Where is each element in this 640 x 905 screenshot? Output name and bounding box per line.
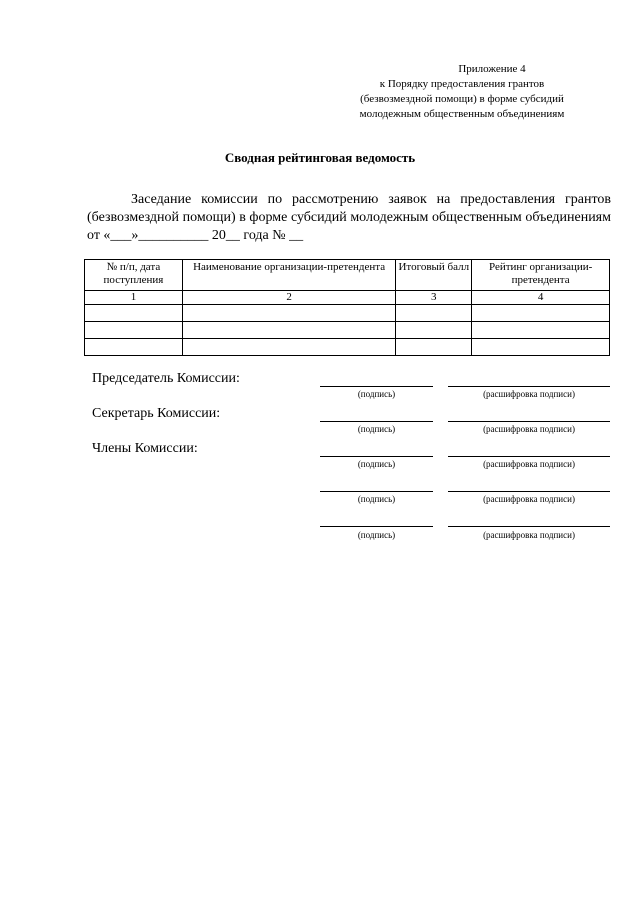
header-cell: Итоговый балл xyxy=(396,260,472,291)
signature-line xyxy=(320,386,433,387)
appendix-line: к Порядку предоставления грантов xyxy=(379,78,545,90)
table-row xyxy=(85,305,610,322)
document-title: Сводная рейтинговая ведомость xyxy=(224,150,416,165)
empty-cell xyxy=(396,322,472,339)
empty-cell xyxy=(85,305,183,322)
appendix-block xyxy=(332,62,592,122)
table-row xyxy=(85,322,610,339)
table-row xyxy=(85,339,610,356)
decode-caption: (расшифровка подписи) xyxy=(483,424,575,434)
decode-line xyxy=(448,421,610,422)
decode-line xyxy=(448,526,610,527)
appendix-line: молодежным общественным объединениям xyxy=(359,108,565,120)
empty-cell xyxy=(396,305,472,322)
header-cell: № п/п, дата поступления xyxy=(85,260,183,291)
signature-line xyxy=(320,526,433,527)
empty-cell xyxy=(182,339,395,356)
decode-caption: (расшифровка подписи) xyxy=(483,459,575,469)
signature-caption: (подпись) xyxy=(357,459,396,469)
appendix-line: (безвозмездной помощи) в форме субсидий xyxy=(360,93,564,105)
number-cell: 3 xyxy=(396,291,472,305)
empty-cell xyxy=(472,339,610,356)
rating-table xyxy=(84,259,610,356)
signature-line xyxy=(320,421,433,422)
number-cell: 4 xyxy=(472,291,610,305)
decode-line xyxy=(448,456,610,457)
signature-caption: (подпись) xyxy=(357,389,396,399)
decode-line xyxy=(448,491,610,492)
empty-cell xyxy=(472,305,610,322)
signature-line xyxy=(320,456,433,457)
header-cell: Наименование организации-претендента xyxy=(182,260,395,291)
table-number-row xyxy=(85,291,610,305)
intro-paragraph: Заседание комиссии по рассмотрению заявок на предоставления грантов (безвозмездной помощи) в форме субсидий молодежным общественным объединениям от «___»__________ 20__ года № __ xyxy=(87,192,611,243)
chairman-label: Председатель Комиссии: xyxy=(92,371,240,386)
signature-caption: (подпись) xyxy=(357,494,396,504)
empty-cell xyxy=(182,322,395,339)
empty-cell xyxy=(396,339,472,356)
table-header-row xyxy=(85,260,610,291)
decode-caption: (расшифровка подписи) xyxy=(483,494,575,504)
decode-caption: (расшифровка подписи) xyxy=(483,389,575,399)
decode-line xyxy=(448,386,610,387)
signature-line xyxy=(320,491,433,492)
members-label: Члены Комиссии: xyxy=(92,441,198,456)
empty-cell xyxy=(182,305,395,322)
number-cell: 1 xyxy=(85,291,183,305)
signature-caption: (подпись) xyxy=(357,530,396,540)
secretary-label: Секретарь Комиссии: xyxy=(92,406,221,421)
appendix-line: Приложение 4 xyxy=(458,63,526,75)
header-cell: Рейтинг организации-претендента xyxy=(472,260,610,291)
empty-cell xyxy=(85,339,183,356)
signature-caption: (подпись) xyxy=(357,424,396,434)
empty-cell xyxy=(472,322,610,339)
number-cell: 2 xyxy=(182,291,395,305)
empty-cell xyxy=(85,322,183,339)
decode-caption: (расшифровка подписи) xyxy=(483,530,575,540)
